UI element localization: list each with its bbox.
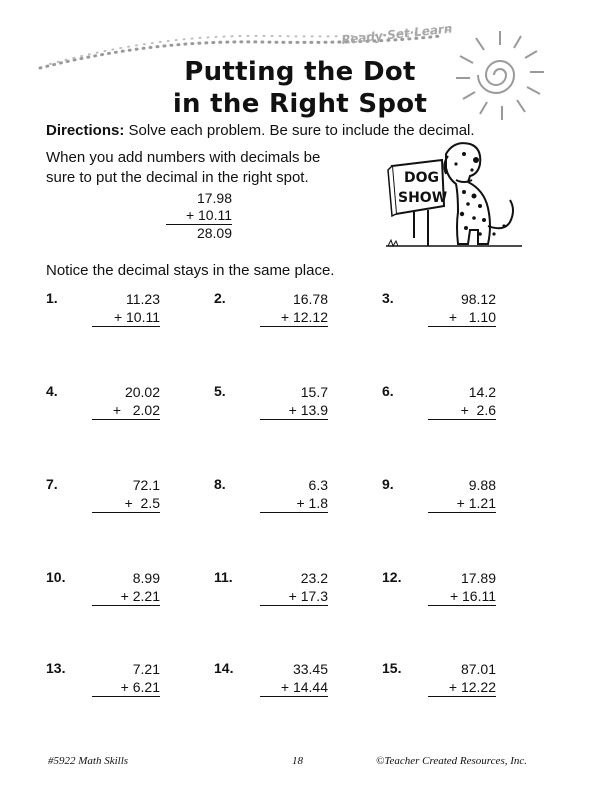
problem-top-number: 72.1 bbox=[132, 477, 160, 493]
problem-7 bbox=[46, 476, 216, 536]
notice-text: Notice the decimal stays in the same place. bbox=[46, 262, 335, 279]
directions-text: Solve each problem. Be sure to include the decimal. bbox=[128, 122, 475, 139]
problem-top-number: 7.21 bbox=[132, 661, 160, 677]
sign-text-line1: DOG bbox=[404, 170, 440, 186]
problem-stack bbox=[270, 383, 328, 420]
problem-14 bbox=[214, 660, 384, 720]
dalmatian-illustration bbox=[384, 134, 524, 256]
problem-addend: + 17.3 bbox=[260, 587, 328, 606]
problem-stack bbox=[438, 383, 496, 420]
problem-stack bbox=[102, 383, 160, 420]
series-logo: Ready·Set·Learn bbox=[340, 21, 453, 47]
problem-number: 15. bbox=[382, 660, 402, 676]
problem-1 bbox=[46, 290, 216, 350]
problem-addend: + 1.10 bbox=[428, 308, 496, 327]
intro-line2: sure to put the decimal in the right spot. bbox=[46, 169, 309, 186]
problem-top-number: 20.02 bbox=[124, 384, 160, 400]
problem-5 bbox=[214, 383, 384, 443]
problem-addend: + 2.5 bbox=[92, 494, 160, 513]
problem-top-number: 11.23 bbox=[126, 291, 160, 307]
problem-top-number: 16.78 bbox=[292, 291, 328, 307]
problem-13 bbox=[46, 660, 216, 720]
problem-addend: + 14.44 bbox=[260, 678, 328, 697]
directions-label: Directions: bbox=[46, 122, 125, 139]
footer-book-id: #5922 Math Skills bbox=[48, 755, 129, 767]
problem-stack bbox=[102, 569, 160, 606]
problem-number: 14. bbox=[214, 660, 234, 676]
example-sum: 28.09 bbox=[196, 225, 232, 241]
problem-number: 3. bbox=[382, 290, 394, 306]
problem-2 bbox=[214, 290, 384, 350]
problem-11 bbox=[214, 569, 384, 629]
example-problem bbox=[166, 190, 232, 242]
problem-10 bbox=[46, 569, 216, 629]
problem-top-number: 6.3 bbox=[308, 477, 328, 493]
problem-stack bbox=[438, 476, 496, 513]
problem-top-number: 87.01 bbox=[460, 661, 496, 677]
sign-text-line2: SHOW bbox=[398, 190, 448, 206]
problem-addend: + 12.12 bbox=[260, 308, 328, 327]
problem-top-number: 15.7 bbox=[300, 384, 328, 400]
example-bottom: + 10.11 bbox=[166, 207, 232, 225]
intro-line1: When you add numbers with decimals be bbox=[46, 149, 321, 166]
problem-addend: + 1.21 bbox=[428, 494, 496, 513]
problem-4 bbox=[46, 383, 216, 443]
problem-addend: + 6.21 bbox=[92, 678, 160, 697]
problem-number: 11. bbox=[214, 569, 233, 585]
problem-top-number: 8.99 bbox=[132, 570, 160, 586]
problem-stack bbox=[270, 290, 328, 327]
problem-6 bbox=[382, 383, 552, 443]
problem-top-number: 23.2 bbox=[300, 570, 328, 586]
footer-page-number: 18 bbox=[292, 755, 303, 767]
problem-9 bbox=[382, 476, 552, 536]
problem-top-number: 9.88 bbox=[468, 477, 496, 493]
problem-number: 12. bbox=[382, 569, 402, 585]
problem-8 bbox=[214, 476, 384, 536]
problem-number: 1. bbox=[46, 290, 58, 306]
problem-stack bbox=[438, 290, 496, 327]
problem-addend: + 10.11 bbox=[92, 308, 160, 327]
problem-number: 9. bbox=[382, 476, 394, 492]
problem-stack bbox=[270, 476, 328, 513]
problem-stack bbox=[102, 660, 160, 697]
problem-number: 5. bbox=[214, 383, 226, 399]
page-title-line2: in the Right Spot bbox=[172, 89, 428, 119]
problem-addend: + 2.21 bbox=[92, 587, 160, 606]
problem-number: 13. bbox=[46, 660, 66, 676]
page-title-line1: Putting the Dot bbox=[184, 57, 416, 87]
problem-number: 6. bbox=[382, 383, 394, 399]
problem-stack bbox=[438, 569, 496, 606]
problem-stack bbox=[270, 660, 328, 697]
problem-stack bbox=[102, 476, 160, 513]
problem-addend: + 2.02 bbox=[92, 401, 160, 420]
problem-addend: + 12.22 bbox=[428, 678, 496, 697]
problem-addend: + 13.9 bbox=[260, 401, 328, 420]
problem-top-number: 14.2 bbox=[468, 384, 496, 400]
problem-15 bbox=[382, 660, 552, 720]
intro-text bbox=[46, 148, 346, 188]
problem-stack bbox=[270, 569, 328, 606]
problem-addend: + 2.6 bbox=[428, 401, 496, 420]
example-top: 17.98 bbox=[196, 190, 232, 206]
problem-12 bbox=[382, 569, 552, 629]
problem-top-number: 33.45 bbox=[292, 661, 328, 677]
footer-copyright: ©Teacher Created Resources, Inc. bbox=[376, 755, 528, 767]
problem-top-number: 17.89 bbox=[460, 570, 496, 586]
problem-top-number: 98.12 bbox=[460, 291, 496, 307]
problem-number: 8. bbox=[214, 476, 226, 492]
problem-3 bbox=[382, 290, 552, 350]
problem-number: 10. bbox=[46, 569, 66, 585]
problem-addend: + 16.11 bbox=[428, 587, 496, 606]
problem-stack bbox=[438, 660, 496, 697]
problem-addend: + 1.8 bbox=[260, 494, 328, 513]
problem-number: 2. bbox=[214, 290, 226, 306]
problem-number: 4. bbox=[46, 383, 58, 399]
problem-number: 7. bbox=[46, 476, 58, 492]
problem-stack bbox=[102, 290, 160, 327]
